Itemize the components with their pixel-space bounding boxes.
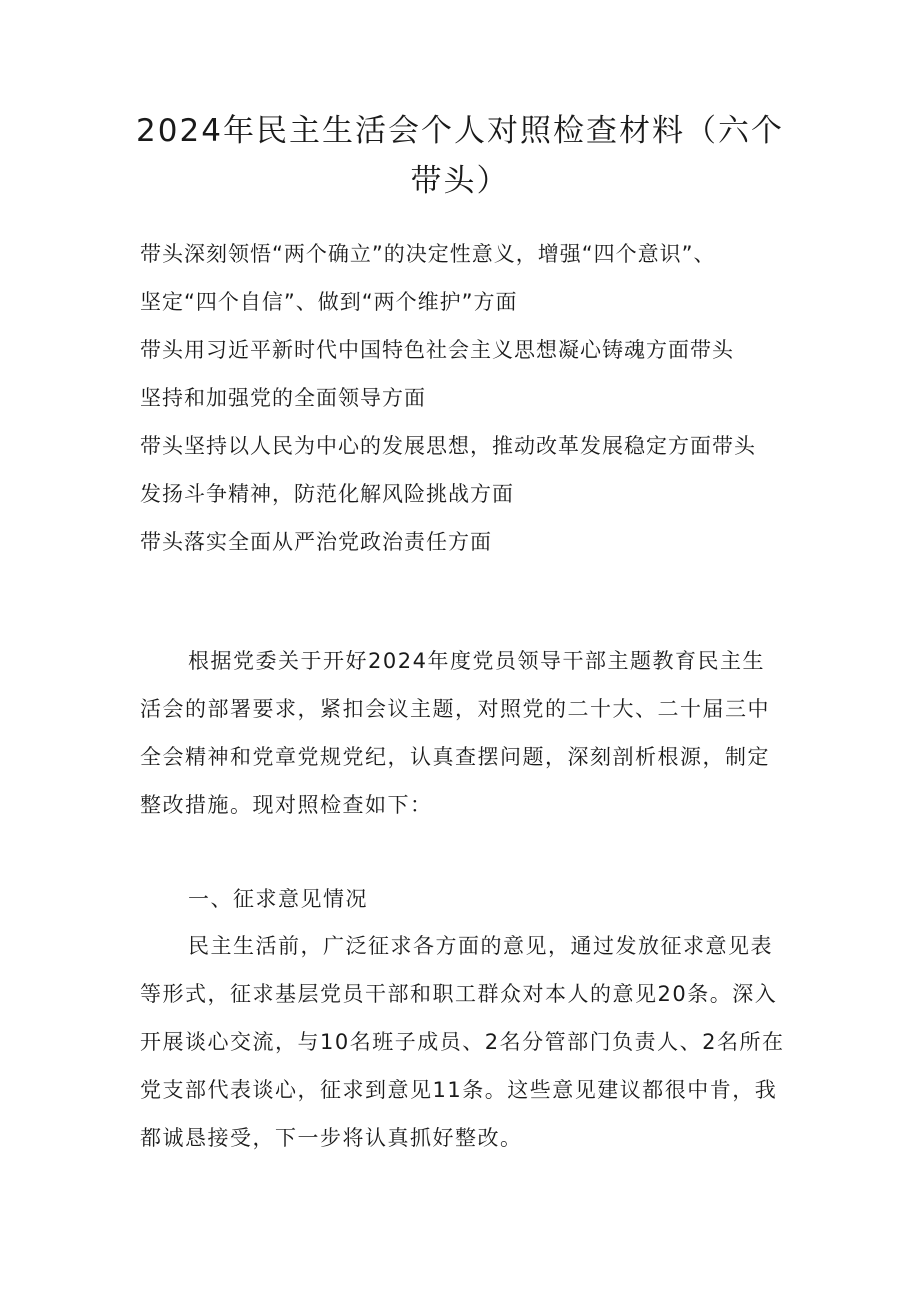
topic-line: 带头坚持以人民为中心的发展思想，推动改革发展稳定方面带头 <box>140 434 756 458</box>
topic-line: 带头落实全面从严治党政治责任方面 <box>140 530 492 554</box>
intro-paragraph <box>140 637 790 829</box>
section-body-paragraph <box>140 922 790 1162</box>
section-heading: 一、征求意见情况 <box>188 887 368 911</box>
paragraph-line: 开展谈心交流，与10名班子成员、2名分管部门负责人、2名所在 <box>140 1030 785 1054</box>
paragraph-line: 活会的部署要求，紧扣会议主题，对照党的二十大、二十届三中 <box>140 697 770 721</box>
topic-list <box>140 230 810 566</box>
topic-line: 坚定“四个自信”、做到“两个维护”方面 <box>140 290 518 314</box>
document-title-line-1: 2024年民主生活会个人对照检查材料（六个 <box>136 113 784 149</box>
document-title-line-2: 带头） <box>410 163 510 199</box>
topic-line: 坚持和加强党的全面领导方面 <box>140 386 426 410</box>
topic-line: 带头用习近平新时代中国特色社会主义思想凝心铸魂方面带头 <box>140 338 734 362</box>
topic-line: 发扬斗争精神，防范化解风险挑战方面 <box>140 482 514 506</box>
paragraph-line: 根据党委关于开好2024年度党员领导干部主题教育民主生 <box>188 649 765 673</box>
topic-line: 带头深刻领悟“两个确立”的决定性意义，增强“四个意识”、 <box>140 242 716 266</box>
paragraph-line: 全会精神和党章党规党纪，认真查摆问题，深刻剖析根源，制定 <box>140 745 770 769</box>
paragraph-line: 民主生活前，广泛征求各方面的意见，通过发放征求意见表 <box>188 934 773 958</box>
paragraph-line: 都诚恳接受，下一步将认真抓好整改。 <box>140 1126 523 1150</box>
paragraph-line: 党支部代表谈心，征求到意见11条。这些意见建议都很中肯，我 <box>140 1078 778 1102</box>
paragraph-line: 等形式，征求基层党员干部和职工群众对本人的意见20条。深入 <box>140 982 778 1006</box>
paragraph-line: 整改措施。现对照检查如下： <box>140 793 433 817</box>
